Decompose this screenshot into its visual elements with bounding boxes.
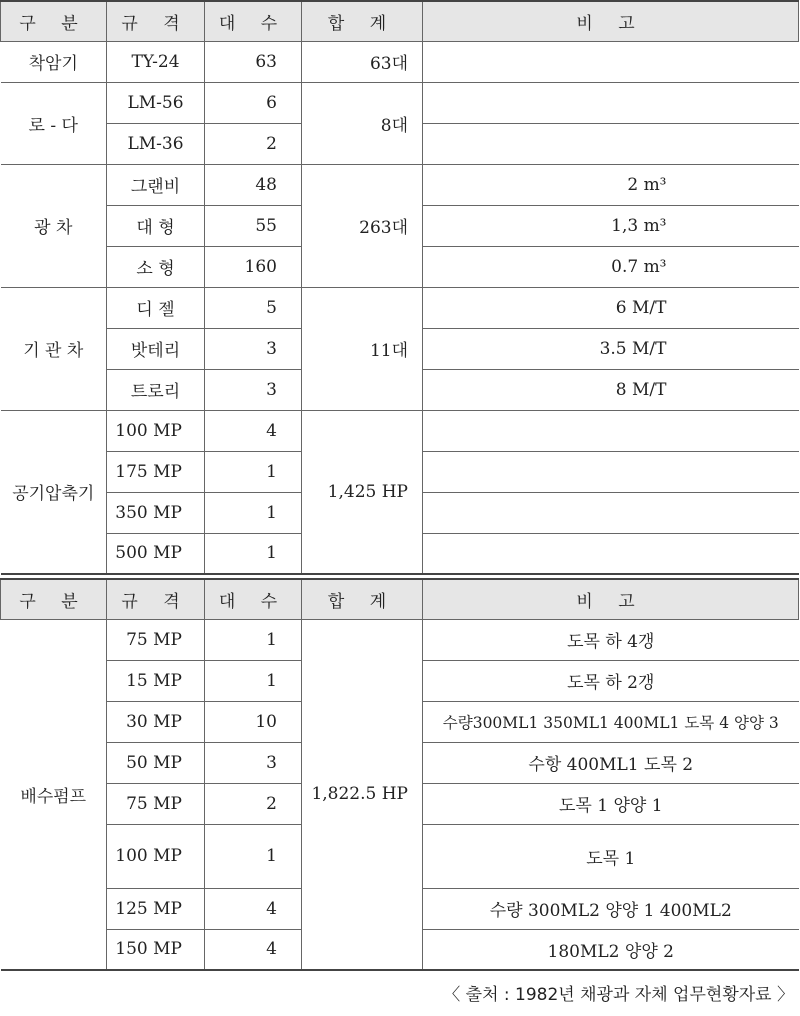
- spec-cell: 트로리: [107, 369, 205, 410]
- group-label: 공기압축기: [1, 410, 107, 574]
- spec-cell: 100 MP: [107, 410, 205, 451]
- count-cell: 10: [205, 701, 302, 742]
- count-cell: 1: [205, 824, 302, 888]
- table-row: [1, 41, 799, 82]
- spec-cell: TY-24: [107, 41, 205, 82]
- count-cell: 5: [205, 287, 302, 328]
- table-row: [1, 410, 799, 451]
- header-total: 합 계: [302, 1, 423, 41]
- remark-cell: [423, 410, 799, 451]
- remark-cell: [423, 123, 799, 164]
- remark-cell: [423, 41, 799, 82]
- remark-cell: 도목 1 양양 1: [423, 783, 799, 824]
- count-cell: 1: [205, 533, 302, 574]
- table-row: [1, 164, 799, 205]
- count-cell: 1: [205, 451, 302, 492]
- count-cell: 2: [205, 783, 302, 824]
- total-cell: 1,425 HP: [302, 410, 423, 574]
- remark-cell: [423, 82, 799, 123]
- remark-cell: [423, 492, 799, 533]
- header-spec: 규 격: [107, 579, 205, 619]
- spec-cell: 대 형: [107, 205, 205, 246]
- header-category: 구 분: [1, 1, 107, 41]
- remark-cell: 도목 하 2갱: [423, 660, 799, 701]
- header-spec: 규 격: [107, 1, 205, 41]
- spec-cell: 150 MP: [107, 929, 205, 970]
- remark-cell: 수량 300ML2 양양 1 400ML2: [423, 888, 799, 929]
- count-cell: 6: [205, 82, 302, 123]
- count-cell: 4: [205, 410, 302, 451]
- remark-cell: 180ML2 양양 2: [423, 929, 799, 970]
- remark-cell: 도목 하 4갱: [423, 619, 799, 660]
- count-cell: 1: [205, 492, 302, 533]
- count-cell: 160: [205, 246, 302, 287]
- header-remarks: 비 고: [423, 1, 799, 41]
- spec-cell: 125 MP: [107, 888, 205, 929]
- spec-cell: 175 MP: [107, 451, 205, 492]
- remark-cell: 수항 400ML1 도목 2: [423, 742, 799, 783]
- remark-cell: 0.7 m³: [423, 246, 799, 287]
- count-cell: 1: [205, 619, 302, 660]
- spec-cell: 그랜비: [107, 164, 205, 205]
- remark-cell: 8 M/T: [423, 369, 799, 410]
- spec-cell: LM-56: [107, 82, 205, 123]
- header-count: 대 수: [205, 1, 302, 41]
- group-label: 기 관 차: [1, 287, 107, 410]
- count-cell: 63: [205, 41, 302, 82]
- spec-cell: 75 MP: [107, 619, 205, 660]
- count-cell: 3: [205, 369, 302, 410]
- table-row: [1, 82, 799, 123]
- remark-cell: 수량300ML1 350ML1 400ML1 도목 4 양양 3: [423, 701, 799, 742]
- remark-cell: 3.5 M/T: [423, 328, 799, 369]
- spec-cell: 350 MP: [107, 492, 205, 533]
- total-cell: 1,822.5 HP: [302, 619, 423, 970]
- remark-cell: 6 M/T: [423, 287, 799, 328]
- remark-cell: 2 m³: [423, 164, 799, 205]
- source-caption: 〈 출처 : 1982년 채광과 자체 업무현황자료 〉: [443, 985, 794, 1005]
- header-total: 합 계: [302, 579, 423, 619]
- count-cell: 48: [205, 164, 302, 205]
- count-cell: 4: [205, 888, 302, 929]
- total-cell: 63대: [302, 41, 423, 82]
- header-category: 구 분: [1, 579, 107, 619]
- count-cell: 1: [205, 660, 302, 701]
- total-cell: 8대: [302, 82, 423, 164]
- remark-cell: 1,3 m³: [423, 205, 799, 246]
- header-remarks: 비 고: [423, 579, 799, 619]
- spec-cell: 밧테리: [107, 328, 205, 369]
- count-cell: 2: [205, 123, 302, 164]
- count-cell: 4: [205, 929, 302, 970]
- spec-cell: 500 MP: [107, 533, 205, 574]
- remark-cell: 도목 1: [423, 824, 799, 888]
- spec-cell: 디 젤: [107, 287, 205, 328]
- header-row: [1, 1, 799, 41]
- header-row: [1, 579, 799, 619]
- count-cell: 3: [205, 742, 302, 783]
- group-label: 로 - 다: [1, 82, 107, 164]
- spec-cell: 50 MP: [107, 742, 205, 783]
- total-cell: 263대: [302, 164, 423, 287]
- group-label: 광 차: [1, 164, 107, 287]
- spec-cell: 15 MP: [107, 660, 205, 701]
- equipment-table-2: [0, 578, 799, 971]
- table-row: [1, 619, 799, 660]
- count-cell: 3: [205, 328, 302, 369]
- spec-cell: LM-36: [107, 123, 205, 164]
- spec-cell: 소 형: [107, 246, 205, 287]
- group-label: 배수펌프: [1, 619, 107, 970]
- remark-cell: [423, 533, 799, 574]
- table-row: [1, 287, 799, 328]
- group-label: 착암기: [1, 41, 107, 82]
- total-cell: 11대: [302, 287, 423, 410]
- header-count: 대 수: [205, 579, 302, 619]
- spec-cell: 75 MP: [107, 783, 205, 824]
- count-cell: 55: [205, 205, 302, 246]
- remark-cell: [423, 451, 799, 492]
- spec-cell: 30 MP: [107, 701, 205, 742]
- spec-cell: 100 MP: [107, 824, 205, 888]
